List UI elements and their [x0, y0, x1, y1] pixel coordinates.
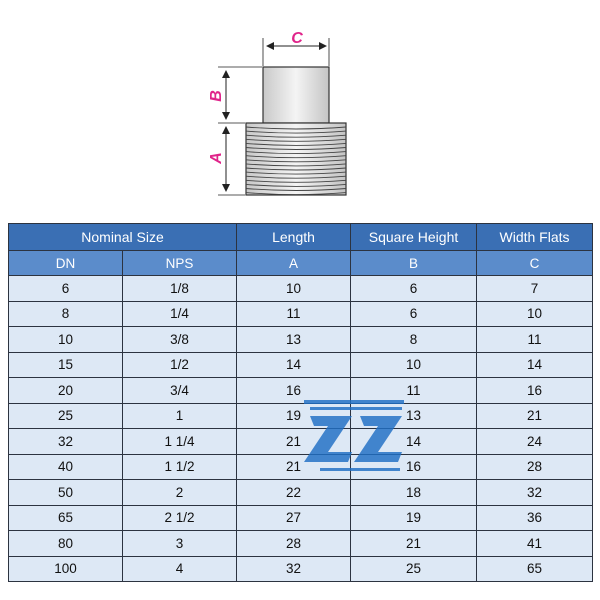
table-sub-header-row [9, 251, 593, 276]
threaded-body [246, 123, 346, 195]
table-cell: 16 [351, 454, 477, 480]
table-cell: 16 [237, 378, 351, 404]
table-cell: 1 [123, 403, 237, 429]
table-cell: 32 [477, 480, 593, 506]
table-cell: 28 [237, 531, 351, 557]
table-cell: 36 [477, 505, 593, 531]
table-cell: 15 [9, 352, 123, 378]
dimension-label-b: B [208, 90, 225, 102]
table-row [9, 301, 593, 327]
table-cell: 8 [9, 301, 123, 327]
dimension-table [8, 223, 593, 582]
table-row [9, 403, 593, 429]
table-cell: 1/2 [123, 352, 237, 378]
table-cell: 65 [9, 505, 123, 531]
header-dn: DN [9, 251, 123, 276]
table-cell: 32 [237, 556, 351, 582]
table-cell: 14 [237, 352, 351, 378]
table-cell: 27 [237, 505, 351, 531]
square-head-plug-diagram [0, 0, 600, 215]
table-cell: 25 [351, 556, 477, 582]
table-cell: 3/4 [123, 378, 237, 404]
table-cell: 21 [351, 531, 477, 557]
table-cell: 10 [351, 352, 477, 378]
table-row [9, 276, 593, 302]
table-cell: 2 [123, 480, 237, 506]
square-head [263, 67, 329, 123]
table-cell: 80 [9, 531, 123, 557]
table-cell: 50 [9, 480, 123, 506]
table-cell: 3/8 [123, 327, 237, 353]
table-cell: 6 [351, 276, 477, 302]
header-b: B [351, 251, 477, 276]
table-row [9, 505, 593, 531]
table-row [9, 327, 593, 353]
table-cell: 13 [351, 403, 477, 429]
header-c: C [477, 251, 593, 276]
table-cell: 28 [477, 454, 593, 480]
table-cell: 24 [477, 429, 593, 455]
table-row [9, 531, 593, 557]
table-cell: 20 [9, 378, 123, 404]
table-cell: 25 [9, 403, 123, 429]
table-cell: 22 [237, 480, 351, 506]
table-cell: 2 1/2 [123, 505, 237, 531]
table-cell: 19 [237, 403, 351, 429]
header-width-flats: Width Flats [477, 224, 593, 251]
header-nps: NPS [123, 251, 237, 276]
table-cell: 6 [9, 276, 123, 302]
table-cell: 19 [351, 505, 477, 531]
table-row [9, 480, 593, 506]
header-a: A [237, 251, 351, 276]
table-cell: 6 [351, 301, 477, 327]
table-row [9, 429, 593, 455]
table-group-header-row [9, 224, 593, 251]
table-cell: 10 [477, 301, 593, 327]
table-cell: 21 [477, 403, 593, 429]
header-nominal-size: Nominal Size [9, 224, 237, 251]
table-cell: 4 [123, 556, 237, 582]
table-cell: 13 [237, 327, 351, 353]
table-body [9, 276, 593, 582]
dimension-label-a: A [208, 152, 225, 164]
table-cell: 7 [477, 276, 593, 302]
table-cell: 65 [477, 556, 593, 582]
header-length: Length [237, 224, 351, 251]
table-cell: 40 [9, 454, 123, 480]
table-cell: 1/4 [123, 301, 237, 327]
table-cell: 3 [123, 531, 237, 557]
table-row [9, 556, 593, 582]
table-cell: 11 [237, 301, 351, 327]
table-row [9, 352, 593, 378]
table-row [9, 454, 593, 480]
header-square-height: Square Height [351, 224, 477, 251]
table-cell: 1 1/2 [123, 454, 237, 480]
table-cell: 16 [477, 378, 593, 404]
table-cell: 11 [351, 378, 477, 404]
table-cell: 10 [237, 276, 351, 302]
table-cell: 18 [351, 480, 477, 506]
table-cell: 11 [477, 327, 593, 353]
table-cell: 8 [351, 327, 477, 353]
table-cell: 21 [237, 454, 351, 480]
table-cell: 10 [9, 327, 123, 353]
table-cell: 14 [477, 352, 593, 378]
table-row [9, 378, 593, 404]
dimension-label-c: C [291, 30, 303, 47]
table-cell: 100 [9, 556, 123, 582]
table-cell: 41 [477, 531, 593, 557]
table-cell: 32 [9, 429, 123, 455]
table-cell: 1 1/4 [123, 429, 237, 455]
table-cell: 14 [351, 429, 477, 455]
table-cell: 1/8 [123, 276, 237, 302]
table-cell: 21 [237, 429, 351, 455]
